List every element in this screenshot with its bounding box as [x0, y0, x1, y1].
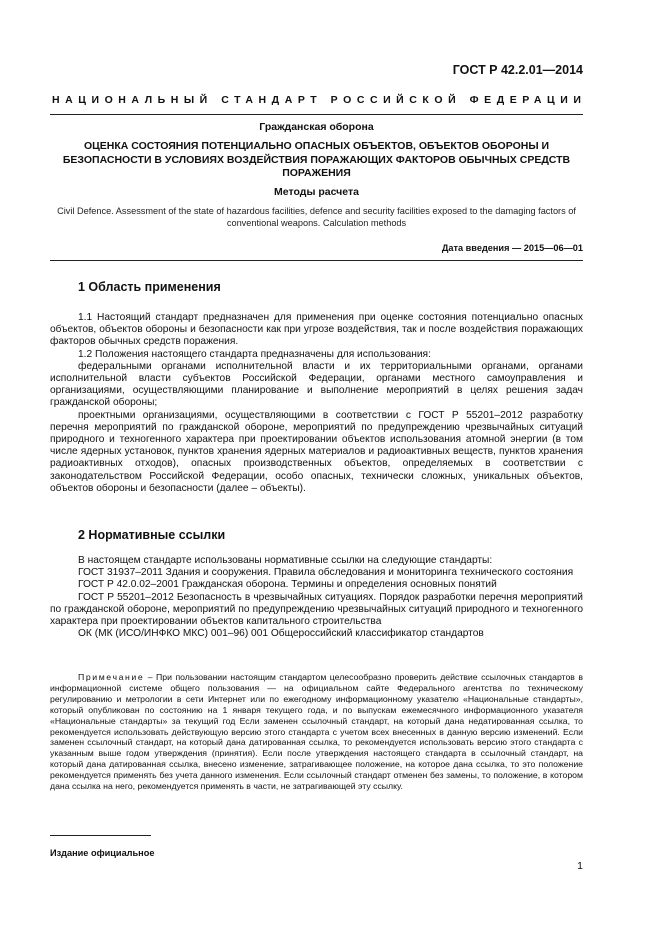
- section-2-heading: 2 Нормативные ссылки: [78, 528, 226, 542]
- standard-code: ГОСТ Р 42.2.01—2014: [452, 63, 583, 77]
- note-text: – При пользовании настоящим стандартом целесообразно проверить действие ссылочных стандартов в информационной системе общего пользования — на официальном сайте Федерального агентства по техническому регулированию и метрологии в сети Интернет или по ежегодному информационному указателю «Национальные стандарты», который опубликован по состоянию на 1 января текущего года, и по выпускам ежемесячного информационного указателя «Национальные стандарты» за текущий год Если заменен ссылочный стандарт, на который дана недатированная ссылка, то рекомендуется использовать действующую версию этого стандарта с учетом всех внесенных в данную версию изменений. Если заменен ссылочный стандарт, на который дана датированная ссылка, то рекомендуется использовать версию этого стандарта с указанным выше годом утверждения (принятия). Если после утверждения настоящего стандарта в ссылочный стандарт, на который дана датированная ссылка, внесено изменение, затрагивающее положение, на которое дана ссылка, то это положение рекомендуется применять без учета данного изменения. Если ссылочный стандарт отменен без замены, то положение, в котором дана ссылка на него, рекомендуется применять в части, не затрагивающей эту ссылку.: [50, 672, 583, 792]
- title-divider: [50, 260, 583, 261]
- edition-label: Издание официальное: [50, 848, 155, 858]
- section-1-heading: 1 Область применения: [78, 280, 221, 294]
- paragraph: проектными организациями, осуществляющими в соответствии с ГОСТ Р 55201–2012 разработку перечня мероприятий по гражданской обороне, мероприятий по предупреждению чрезвычайных ситуаций природного и техногенного характера при проектировании объектов использования атомной энергии (в том числе ядерных установок, пунктов хранения ядерных материалов и радиоактивных веществ, пунктов хранения радиоактивных отходов), опасных производственных объектов, определяемых в соответствии с законодательством Российской Федерации, особо опасных, технически сложных, уникальных объектов, объектов обороны и безопасности (далее – объекты).: [50, 409, 583, 494]
- reference-item: ГОСТ 31937–2011 Здания и сооружения. Правила обследования и мониторинга технического состояния: [78, 567, 574, 579]
- paragraph: 1.2 Положения настоящего стандарта предназначены для использования:: [78, 348, 431, 360]
- note-block: [50, 672, 583, 792]
- paragraph: федеральными органами исполнительной власти и их территориальными органами, органами исполнительной власти субъектов Российской Федерации, органами местного самоуправления и организациями, осуществляющими планирование и выполнение мероприятий в целях решения задач гражданской обороны;: [50, 360, 583, 409]
- english-title: Civil Defence. Assessment of the state of hazardous facilities, defence and security facilities exposed to the damaging factors of conventional weapons. Calculation methods: [57, 206, 576, 228]
- paragraph: 1.1 Настоящий стандарт предназначен для применения при оценке состояния потенциально опасных объектов, объектов обороны и безопасности как при угрозе воздействия, так и после воздействия поражающих факторов обычных средств поражения.: [50, 312, 583, 348]
- reference-item: ГОСТ Р 42.0.02–2001 Гражданская оборона. Термины и определения основных понятий: [78, 579, 497, 591]
- document-topic: Гражданская оборона: [259, 121, 374, 133]
- reference-item: ОК (МК (ИСО/ИНФКО МКС) 001–96) 001 Общероссийский классификатор стандартов: [78, 628, 484, 640]
- document-subtitle: Методы расчета: [274, 186, 359, 198]
- introduction-date: Дата введения — 2015—06—01: [441, 243, 583, 253]
- footer-divider: [50, 835, 151, 836]
- page-number: 1: [577, 860, 583, 872]
- section-2-body: [50, 555, 583, 640]
- reference-item: ГОСТ Р 55201–2012 Безопасность в чрезвычайных ситуациях. Порядок разработки перечня мероприятий по гражданской обороне, мероприятий по предупреждению чрезвычайных ситуаций природного и техногенного характера при проектировании объектов капитального строительства: [50, 591, 583, 628]
- document-title: ОЦЕНКА СОСТОЯНИЯ ПОТЕНЦИАЛЬНО ОПАСНЫХ ОБЪЕКТОВ, ОБЪЕКТОВ ОБОРОНЫ И БЕЗОПАСНОСТИ В УСЛОВИЯХ ВОЗДЕЙСТВИЯ ПОРАЖАЮЩИХ ФАКТОРОВ ОБЫЧНЫХ СРЕДСТВ ПОРАЖЕНИЯ: [62, 140, 571, 179]
- section-1-body: [50, 312, 583, 495]
- paragraph: В настоящем стандарте использованы нормативные ссылки на следующие стандарты:: [78, 555, 493, 566]
- header-divider: [50, 114, 583, 115]
- national-standard-heading: НАЦИОНАЛЬНЫЙ СТАНДАРТ РОССИЙСКОЙ ФЕДЕРАЦИИ: [52, 94, 587, 106]
- note-label: Примечание: [78, 672, 145, 682]
